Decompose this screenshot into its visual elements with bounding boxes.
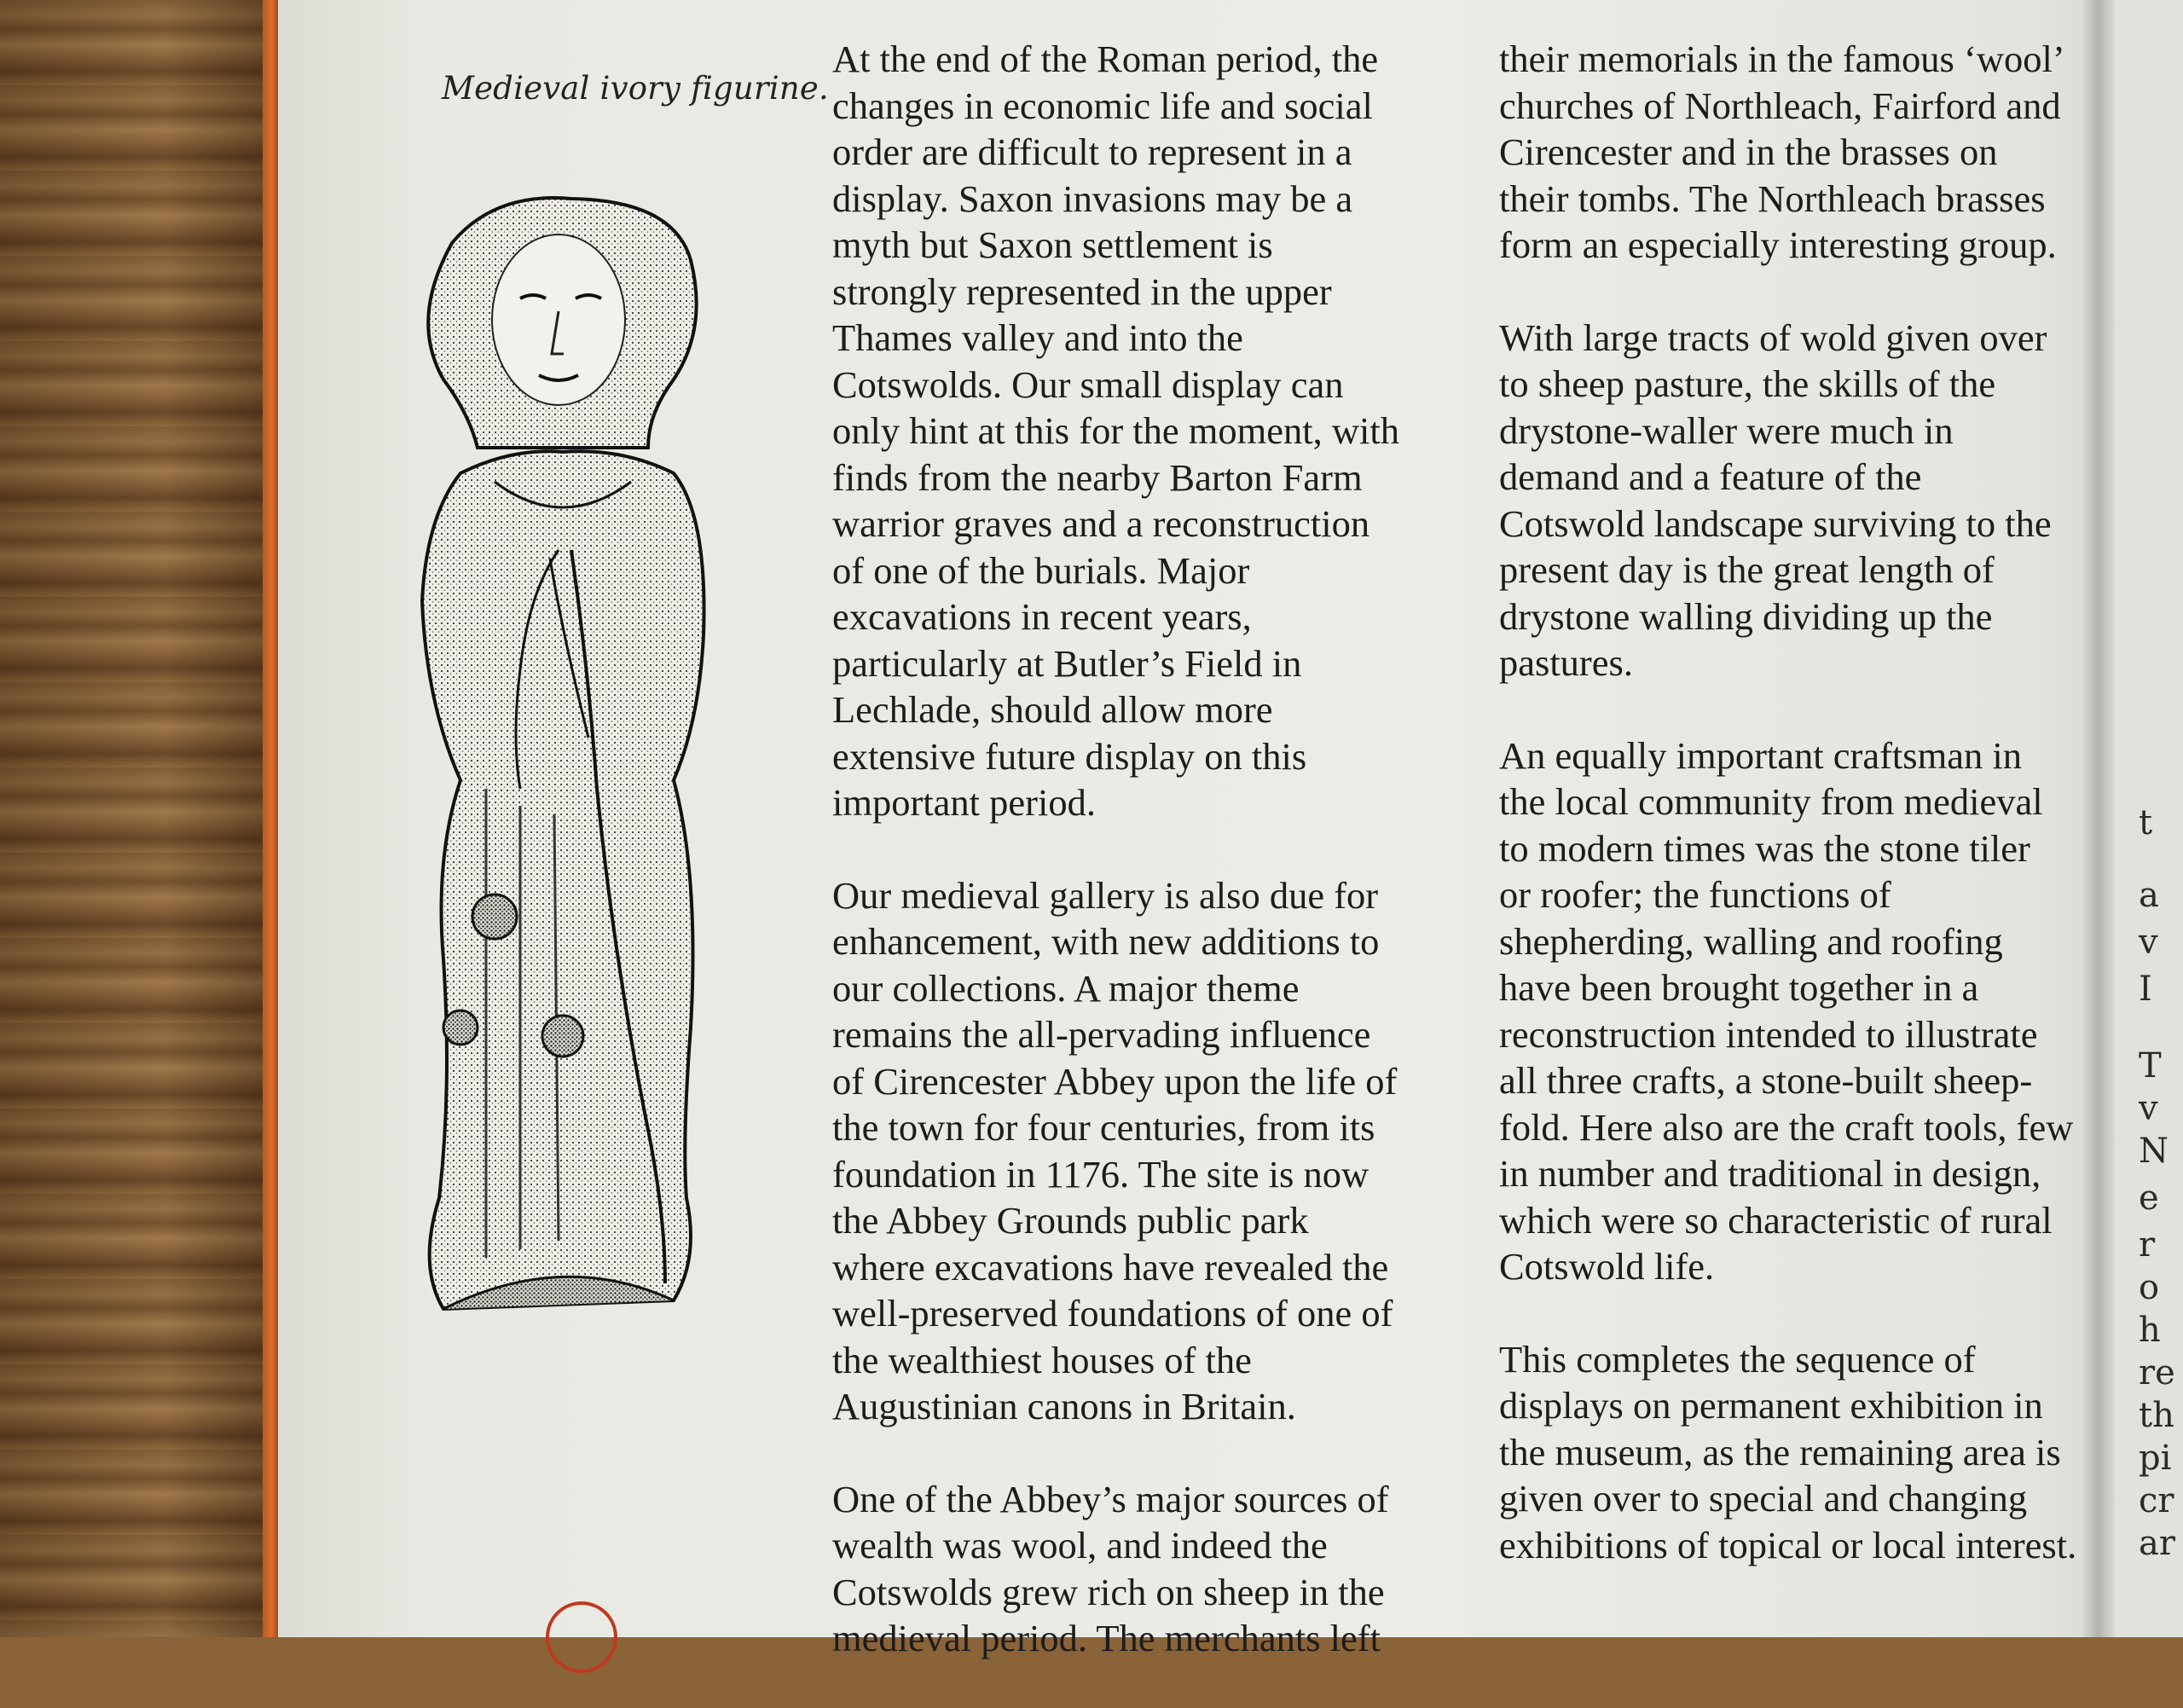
paragraph <box>832 1476 1463 1662</box>
text-fragment: a <box>2139 876 2159 915</box>
text-line: medieval period. The merchants left <box>832 1617 1381 1659</box>
text-fragment: re <box>2139 1353 2175 1392</box>
text-line: of one of the burials. Major <box>832 548 1250 592</box>
text-line: warrior graves and a reconstruction <box>832 502 1370 545</box>
text-line: fold. Here also are the craft tools, few <box>1499 1105 2074 1149</box>
text-line: strongly represented in the upper <box>832 269 1332 313</box>
text-line: only hint at this for the moment, with <box>832 409 1399 452</box>
paragraph <box>1499 732 2096 1290</box>
text-line: changes in economic life and social <box>832 84 1373 127</box>
text-line: This completes the sequence of <box>1499 1337 1976 1381</box>
text-line: displays on permanent exhibition in <box>1499 1384 2043 1427</box>
paragraph <box>1499 1336 2096 1569</box>
text-line: demand and a feature of the <box>1499 455 1922 498</box>
text-line: of Cirencester Abbey upon the life of <box>832 1059 1398 1103</box>
text-line: drystone walling dividing up the <box>1499 594 1993 638</box>
text-line: Our medieval gallery is also due for <box>832 873 1379 917</box>
museum-logo-icon <box>546 1601 617 1673</box>
text-fragment: I <box>2139 970 2152 1009</box>
text-line: An equally important craftsman in <box>1499 733 2022 777</box>
text-line: finds from the nearby Barton Farm <box>832 455 1363 499</box>
text-fragment: v <box>2139 923 2158 962</box>
text-line: drystone-waller were much in <box>1499 408 1954 452</box>
text-line: Cotswolds. Our small display can <box>832 362 1344 406</box>
text-fragment: h <box>2139 1311 2161 1350</box>
text-line: given over to special and changing <box>1499 1477 2028 1520</box>
text-line: At the end of the Roman period, the <box>832 38 1379 80</box>
text-line: enhancement, with new additions to <box>832 920 1380 963</box>
text-line: churches of Northleach, Fairford and <box>1499 84 2061 127</box>
text-line: One of the Abbey’s major sources of <box>832 1477 1389 1520</box>
text-fragment: th <box>2139 1396 2174 1435</box>
text-line: pastures. <box>1499 641 1633 684</box>
text-line: Cotswold landscape surviving to the <box>1499 501 2052 545</box>
text-line: in number and traditional in design, <box>1499 1152 2041 1195</box>
text-line: Cotswold life. <box>1499 1245 1715 1288</box>
text-line: exhibitions of topical or local interest. <box>1499 1523 2077 1566</box>
text-line: Thames valley and into the <box>832 316 1243 359</box>
text-line: our collections. A major theme <box>832 966 1300 1010</box>
paragraph <box>832 872 1463 1430</box>
text-fragment: o <box>2139 1268 2160 1307</box>
text-line: shepherding, walling and roofing <box>1499 919 2003 963</box>
text-line: reconstruction intended to illustrate <box>1499 1012 2038 1056</box>
text-line: Augustinian canons in Britain. <box>832 1385 1296 1427</box>
text-line: well-preserved foundations of one of <box>832 1292 1393 1335</box>
text-fragment: v <box>2139 1089 2158 1128</box>
text-line: their memorials in the famous ‘wool’ <box>1499 38 2065 80</box>
text-line: the Abbey Grounds public park <box>832 1199 1309 1242</box>
text-line: form an especially interesting group. <box>1499 223 2057 266</box>
text-fragment: t <box>2139 803 2153 842</box>
text-line: to sheep pasture, the skills of the <box>1499 362 1996 405</box>
ivory-figurine-illustration <box>392 192 725 1317</box>
text-line: important period. <box>832 781 1096 824</box>
paragraph <box>1499 315 2096 686</box>
text-line: order are difficult to represent in a <box>832 130 1352 173</box>
text-line: wealth was wool, and indeed the <box>832 1524 1328 1566</box>
text-line: their tombs. The Northleach brasses <box>1499 177 2046 220</box>
text-line: display. Saxon invasions may be a <box>832 177 1353 220</box>
text-line: which were so characteristic of rural <box>1499 1198 2053 1242</box>
text-line: the town for four centuries, from its <box>832 1106 1375 1149</box>
text-line: excavations in recent years, <box>832 595 1252 638</box>
text-line: to modern times was the stone tiler <box>1499 826 2030 870</box>
text-line: present day is the great length of <box>1499 548 1995 591</box>
text-fragment: r <box>2139 1225 2156 1265</box>
paragraph <box>832 36 1463 826</box>
text-line: Cotswolds grew rich on sheep in the <box>832 1570 1385 1613</box>
text-line: or roofer; the functions of <box>1499 873 1891 916</box>
text-fragment: cr <box>2139 1481 2174 1520</box>
text-line: extensive future display on this <box>832 734 1307 778</box>
text-line: With large tracts of wold given over <box>1499 316 2047 359</box>
text-fragment: pi <box>2139 1439 2172 1478</box>
text-line: the museum, as the remaining area is <box>1499 1430 2061 1474</box>
text-line: Lechlade, should allow more <box>832 688 1273 731</box>
paragraph <box>1499 36 2096 269</box>
text-line: Cirencester and in the brasses on <box>1499 130 1998 173</box>
text-column-2 <box>1499 36 2096 1614</box>
wooden-table <box>0 0 273 1637</box>
text-line: foundation in 1176. The site is now <box>832 1152 1369 1196</box>
text-line: all three crafts, a stone-built sheep- <box>1499 1059 2033 1102</box>
text-line: the local community from medieval <box>1499 780 2043 823</box>
text-line: where excavations have revealed the <box>832 1245 1389 1288</box>
text-fragment: N <box>2139 1132 2169 1171</box>
text-line: the wealthiest houses of the <box>832 1338 1252 1381</box>
text-line: particularly at Butler’s Field in <box>832 641 1302 685</box>
text-line: have been brought together in a <box>1499 966 1979 1009</box>
text-fragment: ar <box>2139 1524 2175 1563</box>
text-fragment: e <box>2139 1178 2159 1218</box>
text-line: myth but Saxon settlement is <box>832 223 1273 266</box>
page-edge <box>263 0 278 1637</box>
figure-caption: Medieval ivory figurine. <box>442 70 829 107</box>
text-column-1 <box>832 36 1463 1708</box>
text-fragment: T <box>2139 1046 2162 1086</box>
text-line: remains the all-pervading influence <box>832 1013 1371 1056</box>
